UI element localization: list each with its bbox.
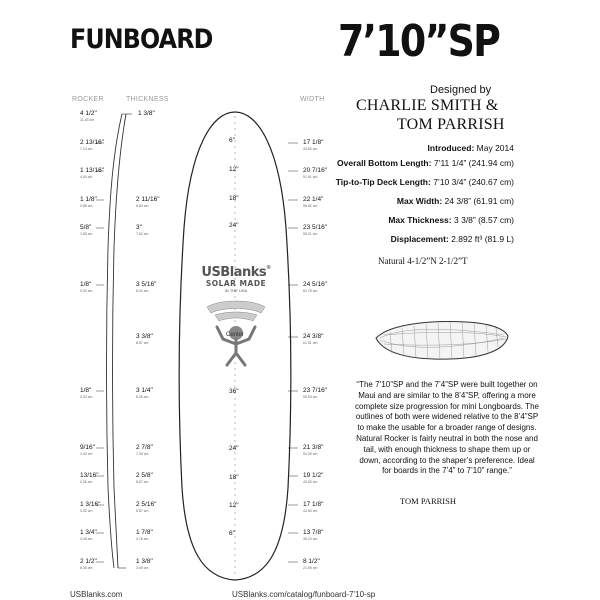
spec-label: Tip-to-Tip Deck Length: [335,177,431,187]
spec-value: 3 3/8” (8.57 cm) [454,215,514,225]
rocker-value: 9/16" [80,444,95,451]
thickness-cm: 5.87 cm [136,509,149,513]
rocker-value: 1 1/8" [80,196,97,203]
spec-value: 24 3/8” (61.91 cm) [444,196,514,206]
width-cm: 61.75 cm [303,289,318,293]
logo-brand: USBlanks [201,265,267,280]
rocker-cm: 1.59 cm [80,232,93,236]
spec-label: Max Width: [396,196,443,206]
width-cm: 35.24 cm [303,537,318,541]
thickness-cm: 8.57 cm [136,341,149,345]
footer-catalog-link[interactable]: USBlanks.com/catalog/funboard-7’10-sp [232,590,376,599]
rocker-cm: 6.35 cm [80,566,93,570]
width-value: 22 1/4" [303,196,324,203]
thickness-value: 3 1/4" [136,387,153,394]
thickness-cm: 4.76 cm [136,537,149,541]
center-label: Center [226,332,245,338]
spec-label: Overall Bottom Length: [337,158,432,168]
station-label: 18" [229,474,239,481]
logo-solar-made: SOLAR MADE [205,279,267,288]
thickness-cm: 8.26 cm [136,395,149,399]
width-value: 23 7/16" [303,387,327,394]
width-value: 20 7/16" [303,167,327,174]
thickness-cm: 6.67 cm [136,480,149,484]
width-cm: 59.21 cm [303,232,318,236]
natural-rocker-label: Natural 4-1/2”N 2-1/2”T [378,256,468,266]
width-cm: 43.50 cm [303,147,318,151]
station-label: 36" [229,388,239,395]
logo-made-in-usa: IN THE USA [224,288,248,293]
width-value: 23 5/16" [303,224,327,231]
rocker-cm: 4.60 cm [80,175,93,179]
quote-signature: TOM PARRISH [400,496,456,506]
spec-label: Introduced: [427,143,475,153]
thickness-cm: 7.30 cm [136,452,149,456]
rocker-value: 13/16" [80,472,99,479]
spec-value: 7’10 3/4” (240.67 cm) [433,177,514,187]
designer-line-2: TOM PARRISH [397,116,505,133]
rocker-value: 1/8" [80,387,92,394]
station-label: 24" [229,445,239,452]
thickness-value: 2 5/8" [136,472,153,479]
width-cm: 21.59 cm [303,566,318,570]
thickness-value: 1 3/8" [136,558,153,565]
width-cm: 54.29 cm [303,452,318,456]
rocker-value: 5/8" [80,224,92,231]
rocker-cm: 4.45 cm [80,537,93,541]
thickness-value: 3 5/16" [136,281,157,288]
station-label: 6" [229,137,235,144]
rocker-value: 1/8" [80,281,92,288]
width-value: 19 1/2" [303,472,324,479]
rocker-value: 1 13/16" [80,167,104,174]
spec-label: Displacement: [390,234,449,244]
thickness-cm: 3.49 cm [136,566,149,570]
designer-quote: “The 7’10”SP and the 7’4”SP were built together on Maui and are similar to the 8’4”SP, offering a more complete size progression for mini Longboards. The outlines of both were widened relative to the 8’4”SP to make the usable for a broader range of designs. Natural Rocker is fairly neutral in both the nose and tail, with enough thickness to shape them up or down, according to the shaper’s preference. Ideal for boards in the 7’4” to 7’10” range.” [355,380,539,476]
width-cm: 43.50 cm [303,509,318,513]
thickness-cm: 6.83 cm [136,204,149,208]
rocker-value: 4 1/2" [80,110,97,117]
station-label: 18" [229,195,239,202]
rocker-value: 2 13/16" [80,139,104,146]
rocker-cm: 11.43 cm [80,118,95,122]
thickness-cm: 7.62 cm [136,232,149,236]
thickness-value: 2 11/16" [136,196,160,203]
rocker-value: 1 3/4" [80,529,97,536]
thickness-value: 2 7/8" [136,444,153,451]
designed-by-label: Designed by [430,84,492,96]
thickness-value: 1 7/8" [136,529,153,536]
rocker-cm: 2.06 cm [80,480,93,484]
width-cm: 61.91 cm [303,341,318,345]
footer-site-link[interactable]: USBlanks.com [70,590,123,599]
thickness-value: 1 3/8" [138,110,155,117]
width-cm: 49.53 cm [303,480,318,484]
spec-label: Max Thickness: [388,215,452,225]
spec-value: May 2014 [476,143,514,153]
thickness-value: 3 3/8" [136,333,153,340]
logo-tm: ® [266,265,271,271]
spec-value: 2.892 ft³ (81.9 L) [451,234,514,244]
designer-line-1: CHARLIE SMITH & [356,97,499,114]
width-cm: 56.52 cm [303,204,318,208]
rocker-cm: 7.14 cm [80,147,93,151]
board-length-title: 7’10”SP [338,16,500,67]
width-value: 24 5/16" [303,281,327,288]
width-value: 8 1/2" [303,558,320,565]
station-label: 12" [229,502,239,509]
width-cm: 51.91 cm [303,175,318,179]
station-label: 24" [229,222,239,229]
thickness-cm: 8.41 cm [136,289,149,293]
station-label: 12" [229,166,239,173]
rocker-cm: 3.02 cm [80,509,93,513]
rocker-column-header: ROCKER [72,96,104,103]
board-category-title: FUNBOARD [70,24,213,55]
width-value: 17 1/8" [303,139,324,146]
spec-value: 7’11 1/4” (241.94 cm) [433,158,514,168]
rocker-value: 2 1/2" [80,558,97,565]
width-value: 17 1/8" [303,501,324,508]
width-value: 21 3/8" [303,444,324,451]
thickness-value: 3" [136,224,142,231]
rocker-cm: 0.32 cm [80,395,93,399]
rocker-cm: 1.43 cm [80,452,93,456]
width-value: 13 7/8" [303,529,324,536]
rocker-value: 1 3/16" [80,501,101,508]
width-cm: 59.53 cm [303,395,318,399]
rocker-cm: 2.86 cm [80,204,93,208]
width-value: 24 3/8" [303,333,324,340]
thickness-value: 2 5/16" [136,501,157,508]
thickness-column-header: THICKNESS [126,96,169,103]
rocker-cm: 0.32 cm [80,289,93,293]
width-column-header: WIDTH [300,96,325,103]
station-label: 6" [229,530,235,537]
